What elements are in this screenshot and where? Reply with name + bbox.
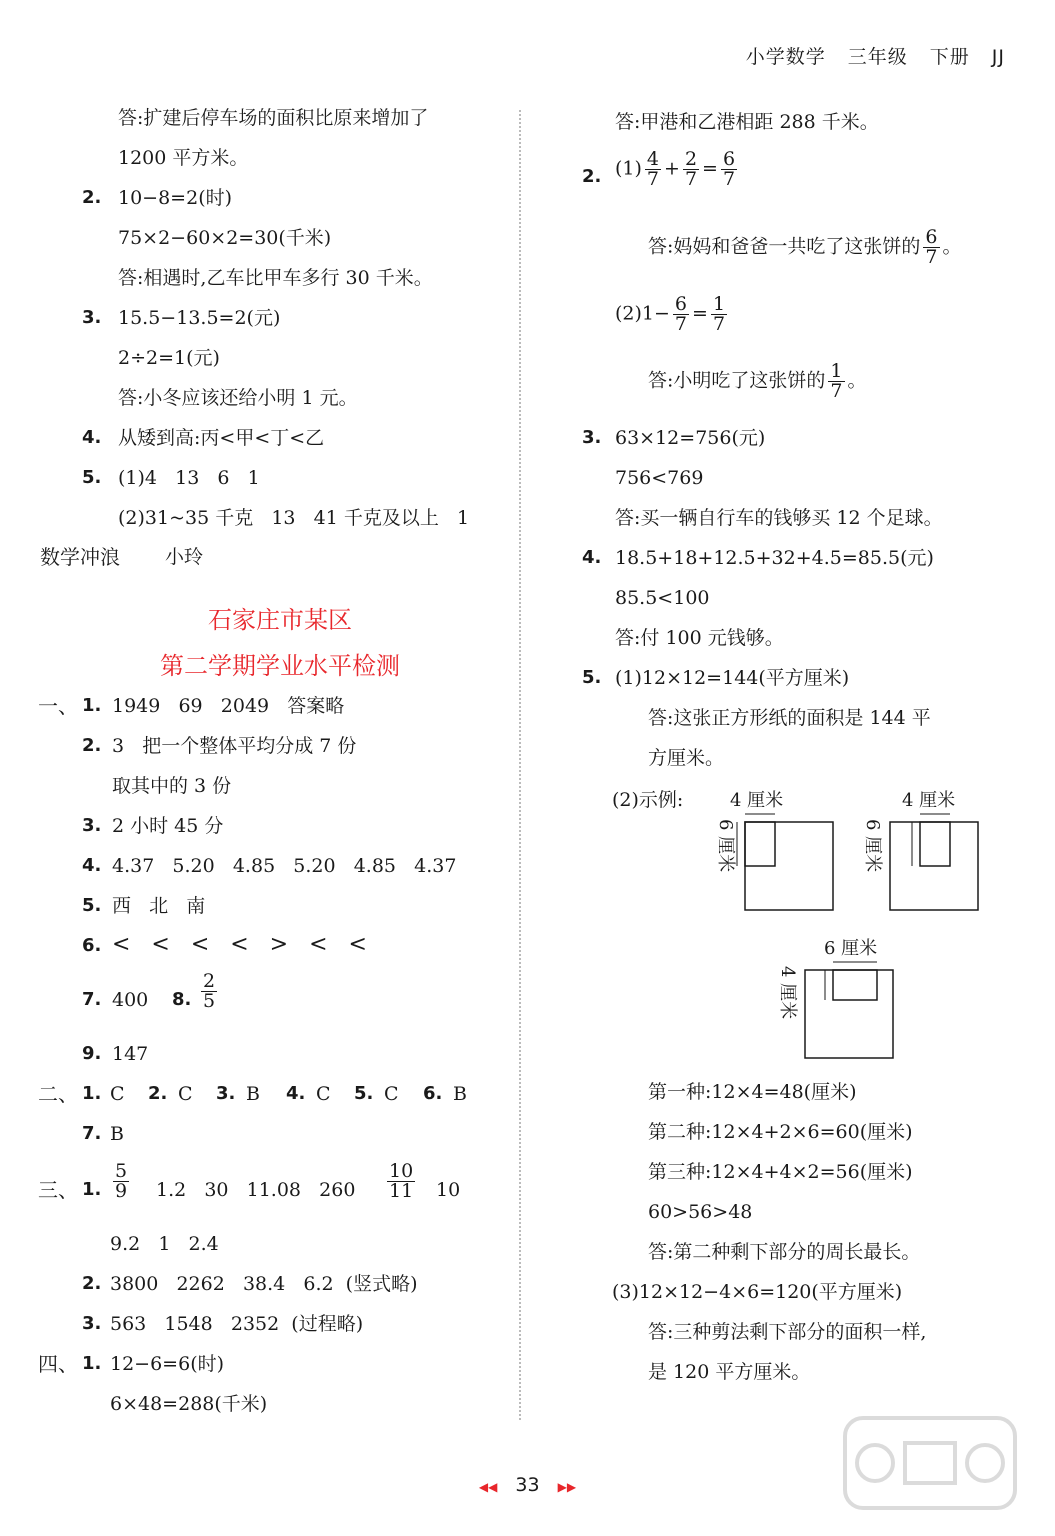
- punctuation: 。: [942, 235, 962, 258]
- operator: =: [692, 302, 708, 325]
- answer-line: (1)12×12=144(平方厘米): [615, 667, 850, 689]
- answer-line: C: [384, 1083, 399, 1105]
- answer-line: 63×12=756(元): [615, 427, 766, 449]
- question-number: 2.: [82, 1273, 102, 1294]
- answer-line: 1200 平方米。: [118, 147, 249, 169]
- answer-line: (2)31~35 千克 13 41 千克及以上 1: [118, 507, 470, 529]
- cut-rect: [745, 822, 775, 866]
- header-grade: 三年级: [847, 46, 908, 68]
- next-arrows-icon: ▶▶: [557, 1480, 577, 1494]
- answer-line: 答:三种剪法剩下部分的面积一样,: [648, 1321, 927, 1343]
- section-marker: 一、: [38, 694, 78, 718]
- question-number: 1.: [82, 695, 102, 716]
- answer-line: 答:这张正方形纸的面积是 144 平: [648, 707, 931, 729]
- fraction-numerator: 1: [830, 360, 843, 382]
- answer-line: 3 把一个整体平均分成 7 份: [112, 735, 357, 757]
- exam-title-1: 石家庄市某区: [208, 606, 352, 634]
- answer-line: C: [178, 1083, 193, 1105]
- answer-line: 取其中的 3 份: [112, 775, 232, 797]
- answer-line: 15.5−13.5=2(元): [118, 307, 281, 329]
- answer-line: (3)12×12−4×6=120(平方厘米): [612, 1281, 903, 1303]
- question-number: 3.: [216, 1083, 236, 1104]
- answer-line: 18.5+18+12.5+32+4.5=85.5(元): [615, 547, 934, 569]
- answer-line: C: [110, 1083, 125, 1105]
- fraction: [110, 1162, 132, 1201]
- exam-title-2: 第二学期学业水平检测: [160, 652, 400, 680]
- page-number: 33: [515, 1474, 540, 1496]
- punctuation: 。: [847, 369, 867, 392]
- diagram-2: [862, 790, 978, 910]
- answer-line: 小玲: [165, 546, 204, 568]
- answer-line: [648, 228, 962, 267]
- question-number: 8.: [172, 989, 192, 1010]
- answer-line: 答:付 100 元钱够。: [615, 627, 784, 649]
- part-label: (2)1−: [615, 302, 670, 325]
- prev-arrows-icon: ◀◀: [478, 1480, 498, 1494]
- fraction-numerator: 10: [389, 1160, 414, 1182]
- section-marker: 二、: [38, 1082, 78, 1106]
- fraction-denominator: 7: [830, 380, 843, 402]
- question-number: 4.: [582, 547, 602, 568]
- question-number: 9.: [82, 1043, 102, 1064]
- question-number: 6.: [423, 1083, 443, 1104]
- question-number: 5.: [82, 895, 102, 916]
- header-volume: 下册: [929, 46, 970, 68]
- column-divider: [519, 110, 521, 1420]
- question-number: 3.: [82, 307, 102, 328]
- answer-line: 60>56>48: [648, 1201, 753, 1223]
- answer-line: 4.37 5.20 4.85 5.20 4.85 4.37: [112, 855, 457, 877]
- answer-line: B: [246, 1083, 260, 1105]
- answer-line: 400: [112, 989, 149, 1011]
- part-label: (1): [615, 157, 642, 180]
- width-label: 6 厘米: [824, 938, 878, 959]
- question-number: 2.: [82, 187, 102, 208]
- watermark-logo: [835, 1408, 1025, 1518]
- question-number: 5.: [354, 1083, 374, 1104]
- answer-line: 答:相遇时,乙车比甲车多行 30 千米。: [118, 267, 433, 289]
- question-number: 2.: [582, 166, 602, 187]
- fraction: [198, 972, 220, 1011]
- fraction-denominator: 7: [646, 168, 660, 190]
- fraction-denominator: 9: [115, 1180, 128, 1202]
- question-number: 3.: [82, 1313, 102, 1334]
- width-label: 4 厘米: [730, 790, 784, 811]
- fraction-numerator: 6: [925, 226, 938, 248]
- answer-line: 85.5<100: [615, 587, 710, 609]
- answer-line: B: [453, 1083, 467, 1105]
- question-number: 3.: [82, 815, 102, 836]
- question-number: 3.: [582, 427, 602, 448]
- header-subject: 小学数学: [745, 46, 826, 68]
- answer-line: 答:扩建后停车场的面积比原来增加了: [118, 107, 429, 129]
- fraction-numerator: 6: [722, 148, 736, 170]
- cut-rect: [833, 970, 877, 1000]
- fraction-numerator: 6: [674, 293, 688, 315]
- answer-line: (2)示例:: [612, 789, 684, 811]
- answer-line: 75×2−60×2=30(千米): [118, 227, 332, 249]
- answer-line: 第三种:12×4+4×2=56(厘米): [648, 1161, 913, 1183]
- fraction-denominator: 7: [674, 313, 688, 335]
- answer-line: 756<769: [615, 467, 704, 489]
- answer-line: 2÷2=1(元): [118, 347, 220, 369]
- answer-line: 第一种:12×4=48(厘米): [648, 1081, 857, 1103]
- fraction-denominator: 7: [684, 168, 698, 190]
- fraction-denominator: 7: [925, 246, 938, 268]
- fraction-numerator: 1: [712, 293, 726, 315]
- question-number: 6.: [82, 935, 102, 956]
- section-marker: 三、: [38, 1178, 78, 1202]
- answer-line: 答:买一辆自行车的钱够买 12 个足球。: [615, 507, 943, 529]
- fraction-numerator: 2: [684, 148, 698, 170]
- fraction-denominator: 7: [712, 313, 726, 335]
- answer-line: 9.2 1 2.4: [110, 1233, 219, 1255]
- answer-line: 1.2 30 11.08 260: [156, 1179, 356, 1201]
- answer-text: 答:妈妈和爸爸一共吃了这张饼的: [648, 235, 921, 258]
- operator: +: [664, 157, 680, 180]
- height-label: 6 厘米: [715, 819, 736, 873]
- answer-line: 6×48=288(千米): [110, 1393, 268, 1415]
- question-number: 4.: [82, 855, 102, 876]
- question-number: 1.: [82, 1353, 102, 1374]
- answer-line: 是 120 平方厘米。: [648, 1361, 811, 1383]
- answer-line: < < < < > < <: [112, 932, 367, 957]
- question-number: 5.: [82, 467, 102, 488]
- answer-line: 10−8=2(时): [118, 187, 233, 209]
- answer-line: 3800 2262 38.4 6.2 (竖式略): [110, 1273, 418, 1295]
- question-number: 2.: [82, 735, 102, 756]
- fraction-denominator: 7: [722, 168, 736, 190]
- question-number: 5.: [582, 667, 602, 688]
- answer-line: 1949 69 2049 答案略: [112, 695, 345, 717]
- answer-line: 12−6=6(时): [110, 1353, 225, 1375]
- diagram-3: [777, 938, 893, 1058]
- question-number: 7.: [82, 989, 102, 1010]
- width-label: 4 厘米: [902, 790, 956, 811]
- answer-line: 10: [436, 1179, 461, 1201]
- height-label: 4 厘米: [777, 966, 798, 1020]
- fraction-denominator: 11: [389, 1180, 414, 1202]
- answer-line: 第二种:12×4+2×6=60(厘米): [648, 1121, 913, 1143]
- fraction-numerator: 2: [203, 970, 216, 992]
- header-edition: JJ: [991, 46, 1005, 68]
- section-heading: 数学冲浪: [40, 545, 120, 569]
- answer-line: 147: [112, 1043, 149, 1065]
- question-number: 4.: [286, 1083, 306, 1104]
- answer-line: 西 北 南: [112, 895, 206, 917]
- height-label: 6 厘米: [862, 819, 883, 873]
- operator: =: [702, 157, 718, 180]
- fraction-equation: [615, 295, 730, 334]
- answer-line: 2 小时 45 分: [112, 815, 224, 837]
- answer-line: 答:小冬应该还给小明 1 元。: [118, 387, 358, 409]
- answer-line: 方厘米。: [648, 747, 725, 769]
- fraction-numerator: 5: [115, 1160, 128, 1182]
- cut-diagrams: [690, 784, 990, 1064]
- answer-line: 答:甲港和乙港相距 288 千米。: [615, 111, 879, 133]
- fraction-denominator: 5: [203, 990, 216, 1012]
- question-number: 1.: [82, 1179, 102, 1200]
- fraction: [384, 1162, 418, 1201]
- answer-line: 563 1548 2352 (过程略): [110, 1313, 364, 1335]
- cut-rect: [920, 822, 950, 866]
- answer-line: 从矮到高:丙<甲<丁<乙: [118, 427, 325, 449]
- answer-line: 答:第二种剩下部分的周长最长。: [648, 1241, 921, 1263]
- question-number: 1.: [82, 1083, 102, 1104]
- question-number: 4.: [82, 427, 102, 448]
- question-number: 7.: [82, 1123, 102, 1144]
- answer-line: C: [316, 1083, 331, 1105]
- question-number: 2.: [148, 1083, 168, 1104]
- square-outline: [805, 970, 893, 1058]
- page-header: [724, 42, 1005, 69]
- fraction-equation: [615, 150, 740, 189]
- fraction-numerator: 4: [646, 148, 660, 170]
- answer-text: 答:小明吃了这张饼的: [648, 369, 826, 392]
- answer-line: B: [110, 1123, 124, 1145]
- answer-line: [648, 362, 867, 401]
- section-marker: 四、: [38, 1352, 78, 1376]
- answer-line: (1)4 13 6 1: [118, 467, 260, 489]
- diagram-1: [715, 790, 833, 910]
